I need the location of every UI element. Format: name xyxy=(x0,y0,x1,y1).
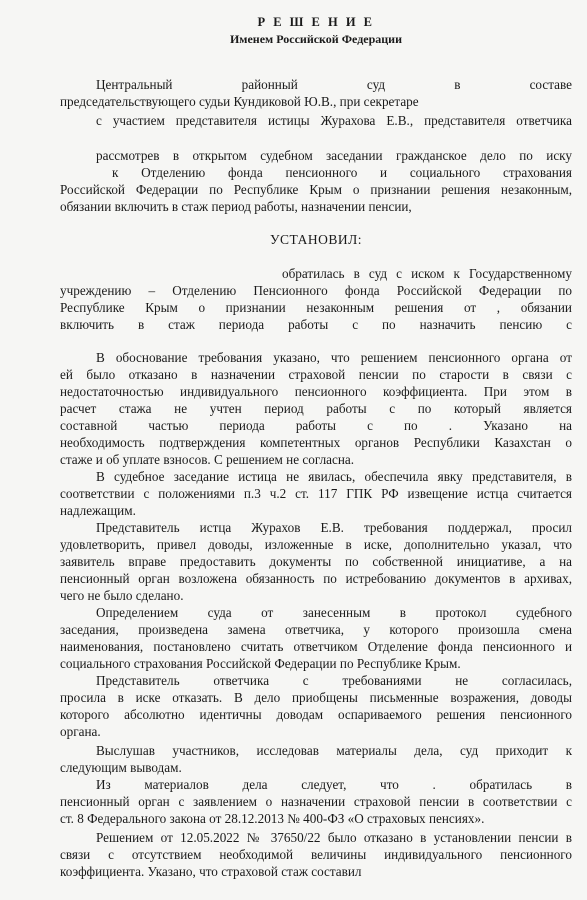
text-line: Выслушав участников, исследовав материалы дела, суд приходит к xyxy=(96,743,572,758)
text-line: Представитель ответчика с требованиями не согласилась, xyxy=(96,673,572,688)
text-line: рассмотрев в открытом судебном заседании гражданское дело по иску xyxy=(96,148,572,163)
text-line: с участием представителя истицы Журахова Е.В., представителя ответчика xyxy=(96,113,572,128)
text-line: надлежащим. xyxy=(60,503,136,518)
text-line: заседания, произведена замена ответчика, у которого произошла смена xyxy=(60,622,572,637)
text-line: пенсионный орган с заявлением о назначении страховой пенсии в соответствии с xyxy=(60,794,572,809)
text-line: ей было отказано в назначении страховой пенсии по старости в связи с xyxy=(60,367,572,382)
text-line: просила в иске отказать. В дело приобщены письменные возражения, доводы xyxy=(60,690,572,705)
text-line: расчет стажа не учтен период работы с по который является xyxy=(60,401,572,416)
text-line: удовлетворить, привел доводы, изложенные в иске, дополнительно указал, что xyxy=(60,537,572,552)
section-heading: УСТАНОВИЛ: xyxy=(269,232,363,247)
text-line: Центральный районный суд в составе xyxy=(96,77,572,92)
text-line: ст. 8 Федерального закона от 28.12.2013 № 400-ФЗ «О страховых пенсиях». xyxy=(60,811,485,826)
text-line: обратилась в суд с иском к Государственному xyxy=(282,266,572,281)
text-line: недостаточностью индивидуального пенсионного коэффициента. При этом в xyxy=(60,384,572,399)
text-line: Представитель истца Журахов Е.В. требования поддержал, просил xyxy=(96,520,572,535)
text-line: включить в стаж периода работы с по назначить пенсию с xyxy=(60,317,572,332)
text-line: к Отделению фонда пенсионного и социального страхования xyxy=(112,165,572,180)
text-line: которого абсолютно идентичны доводам оспариваемого решения пенсионного xyxy=(60,707,572,722)
text-line: Российской Федерации по Республике Крым о признании решения незаконным, xyxy=(60,182,572,197)
text-line: составной частью периода работы с по . Указано на xyxy=(60,418,572,433)
text-line: учреждению – Отделению Пенсионного фонда Российской Федерации по xyxy=(60,283,572,298)
document-title: Р Е Ш Е Н И Е xyxy=(257,15,375,29)
text-line: Решением от 12.05.2022 № 37650/22 было отказано в установлении пенсии в xyxy=(96,830,572,845)
text-line: органа. xyxy=(60,724,101,739)
text-line: Определением суда от занесенным в протокол судебного xyxy=(96,605,572,620)
document-subtitle: Именем Российской Федерации xyxy=(229,32,403,46)
text-line: соответствии с положениями п.3 ч.2 ст. 117 ГПК РФ извещение истца считается xyxy=(60,486,572,501)
text-line: следующим выводам. xyxy=(60,760,182,775)
text-line: социального страхования Российской Федерации по Республике Крым. xyxy=(60,656,461,671)
text-line: коэффициента. Указано, что страховой стаж составил xyxy=(60,864,362,879)
text-line: В обоснование требования указано, что решением пенсионного органа от xyxy=(96,350,572,365)
text-line: необходимость подтверждения компетентных органов Республики Казахстан о xyxy=(60,435,572,450)
text-line: пенсионный орган возложена обязанность по истребованию документов в архивах, xyxy=(60,571,572,586)
text-line: наименования, постановлено считать ответчиком Отделение фонда пенсионного и xyxy=(60,639,572,654)
text-line: связи с отсутствием необходимой величины индивидуального пенсионного xyxy=(60,847,572,862)
text-line: стаже и об уплате взносов. С решением не согласна. xyxy=(60,452,355,467)
text-line: Республике Крым о признании незаконным решения от , обязании xyxy=(60,300,572,315)
text-line: Из материалов дела следует, что . обратилась в xyxy=(96,777,572,792)
text-line: председательствующего судьи Кундиковой Ю.В., при секретаре xyxy=(60,94,419,109)
text-line: заявитель вправе предоставить документы по собственной инициативе, а на xyxy=(60,554,572,569)
text-line: чего не было сделано. xyxy=(60,588,184,603)
text-line: обязании включить в стаж период работы, назначении пенсии, xyxy=(60,199,412,214)
text-line: В судебное заседание истица не явилась, обеспечила явку представителя, в xyxy=(96,469,572,484)
